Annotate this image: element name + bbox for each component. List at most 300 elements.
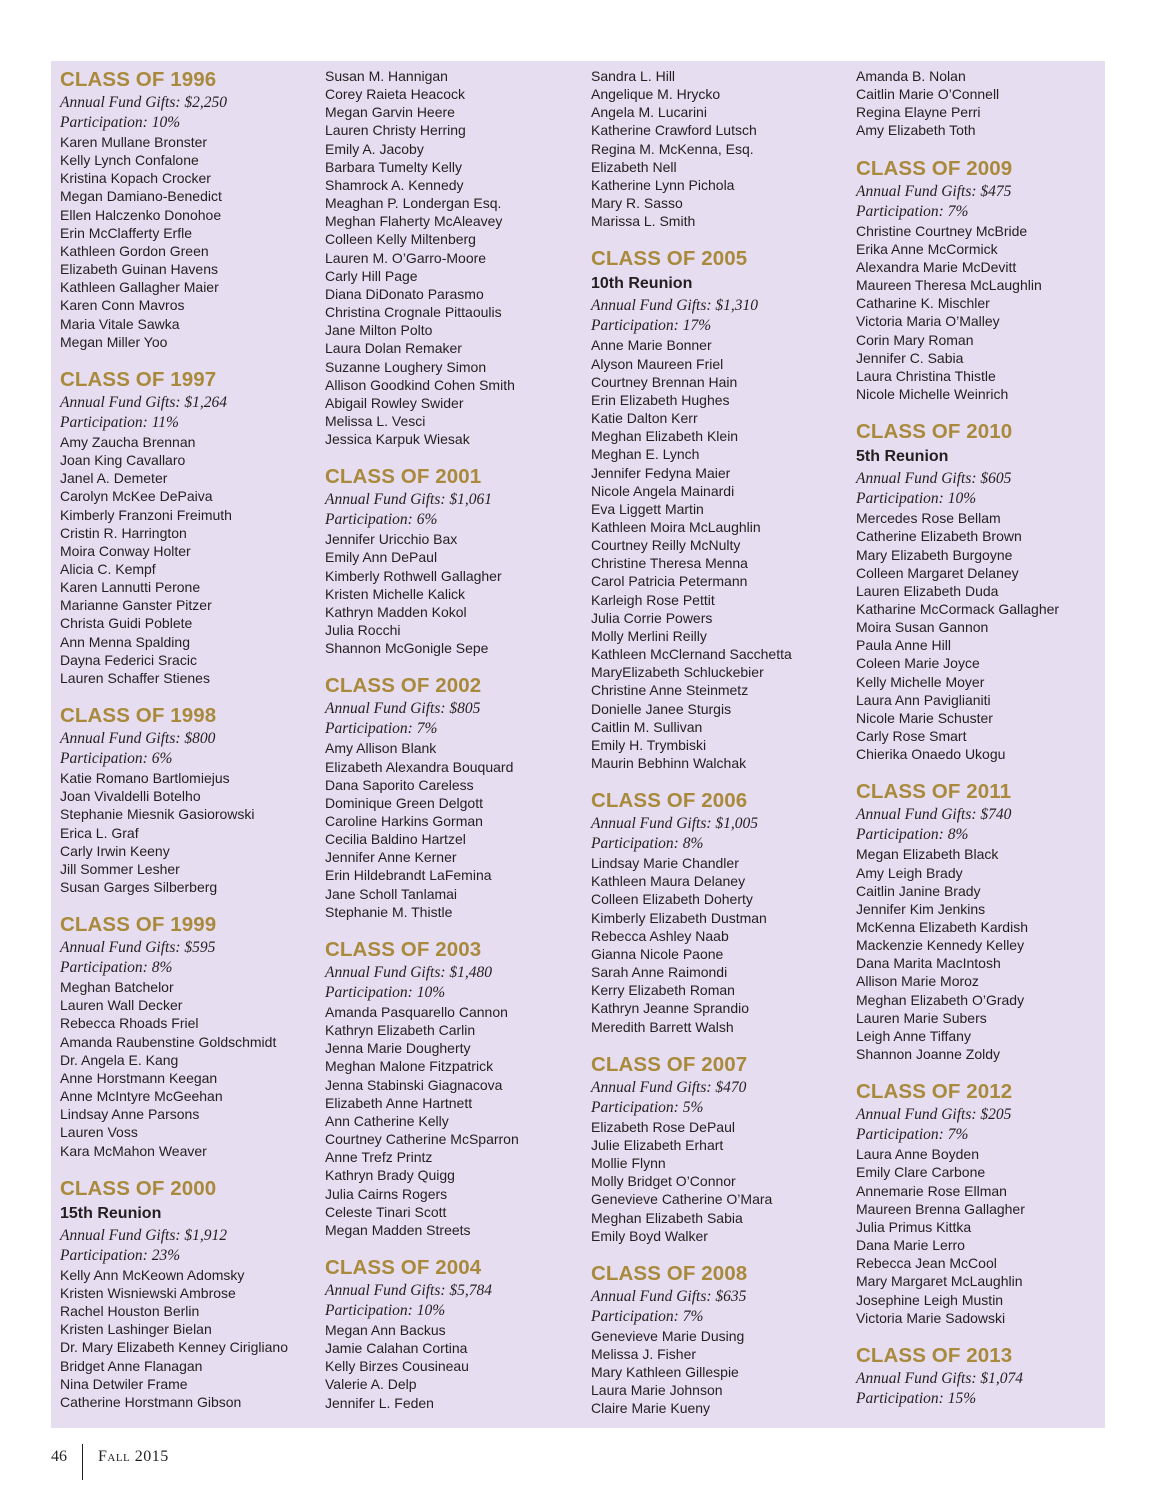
donor-name: Chierika Onaedo Ukogu xyxy=(856,746,1006,763)
donor-name-list xyxy=(856,67,1105,140)
participation-rate: Participation: 23% xyxy=(60,1246,181,1264)
donor-name: Laura Christina Thistle xyxy=(856,367,996,384)
donor-name: Catherine Elizabeth Brown xyxy=(856,528,1022,545)
class-section xyxy=(325,1255,583,1412)
donor-name: Bridget Anne Flanagan xyxy=(60,1357,203,1374)
donor-name: Colleen Elizabeth Doherty xyxy=(591,891,753,908)
donor-name: Nicole Marie Schuster xyxy=(856,709,993,726)
donor-name: Meghan Elizabeth O’Grady xyxy=(856,991,1025,1008)
donor-name: Kelly Ann McKeown Adomsky xyxy=(60,1266,245,1283)
donor-name: Allison Goodkind Cohen Smith xyxy=(325,376,515,393)
donor-name: Megan Garvin Heere xyxy=(325,104,455,121)
donor-name: Dana Marita MacIntosh xyxy=(856,955,1001,972)
annual-fund-gifts: Annual Fund Gifts: $5,784 xyxy=(325,1281,493,1299)
donor-name: Lauren Wall Decker xyxy=(60,997,183,1014)
class-heading: CLASS OF 1999 xyxy=(60,913,217,937)
donor-name: Kelly Michelle Moyer xyxy=(856,673,985,690)
donor-name-list xyxy=(60,769,318,896)
class-section-continued xyxy=(325,67,583,448)
donor-name: Corey Raieta Heacock xyxy=(325,86,466,103)
class-section xyxy=(856,419,1105,763)
donor-name: Elizabeth Anne Hartnett xyxy=(325,1094,473,1111)
donor-name: Courtney Reilly McNulty xyxy=(591,537,741,554)
donor-name: Dayna Federici Sracic xyxy=(60,651,197,668)
donor-name: Lauren Christy Herring xyxy=(325,122,466,139)
donor-name: Anne McIntyre McGeehan xyxy=(60,1088,223,1105)
donor-name: Meghan Elizabeth Klein xyxy=(591,428,739,445)
participation-rate: Participation: 6% xyxy=(325,511,438,529)
donor-name: Nicole Angela Mainardi xyxy=(591,482,735,499)
class-section-continued xyxy=(856,67,1105,140)
donor-name-list xyxy=(591,336,849,772)
participation-rate: Participation: 7% xyxy=(856,202,969,220)
donor-name: Jenna Marie Dougherty xyxy=(325,1040,471,1057)
class-heading: CLASS OF 2011 xyxy=(856,780,1012,804)
donor-name: Molly Merlini Reilly xyxy=(591,627,707,644)
donor-name: Ann Catherine Kelly xyxy=(325,1112,449,1129)
annual-fund-gifts: Annual Fund Gifts: $740 xyxy=(856,806,1012,824)
donor-name: Cristin R. Harrington xyxy=(60,524,187,541)
donor-name: Julia Cairns Rogers xyxy=(325,1185,448,1202)
donor-name: Kimberly Rothwell Gallagher xyxy=(325,567,502,584)
donor-name: Elizabeth Nell xyxy=(591,158,677,175)
donor-name: Amanda Pasquarello Cannon xyxy=(325,1003,508,1020)
class-section xyxy=(591,246,849,772)
class-section xyxy=(856,156,1105,404)
participation-rate: Participation: 10% xyxy=(325,1301,446,1319)
class-heading: CLASS OF 2009 xyxy=(856,156,1013,180)
donor-name: Sarah Anne Raimondi xyxy=(591,964,728,981)
donor-name: Lauren Marie Subers xyxy=(856,1009,987,1026)
donor-name: Kathleen Maura Delaney xyxy=(591,873,746,890)
donor-name: Caitlin Marie O’Connell xyxy=(856,86,1000,103)
donor-name: Gianna Nicole Paone xyxy=(591,945,724,962)
participation-rate: Participation: 15% xyxy=(856,1389,977,1407)
annual-fund-gifts: Annual Fund Gifts: $605 xyxy=(856,470,1012,488)
donor-name-list xyxy=(60,1266,318,1411)
donor-name: Emily H. Trymbiski xyxy=(591,736,707,753)
donor-name: Jane Milton Polto xyxy=(325,322,433,339)
donor-name: Rebecca Ashley Naab xyxy=(591,927,729,944)
donor-name: Erin McClafferty Erfle xyxy=(60,224,192,241)
donor-name: Alyson Maureen Friel xyxy=(591,355,724,372)
class-heading: CLASS OF 2006 xyxy=(591,789,748,813)
annual-fund-gifts: Annual Fund Gifts: $805 xyxy=(325,700,481,718)
donor-name: Elizabeth Alexandra Bouquard xyxy=(325,758,514,775)
donor-name: Megan Miller Yoo xyxy=(60,333,168,350)
column-4 xyxy=(856,67,1105,1425)
donor-name: Meghan E. Lynch xyxy=(591,446,700,463)
donor-name: Joan Vivaldelli Botelho xyxy=(60,788,201,805)
donor-name: Jennifer Kim Jenkins xyxy=(856,900,986,917)
donor-name: Victoria Maria O’Malley xyxy=(856,313,1000,330)
donor-name-list xyxy=(856,1145,1105,1327)
donor-name: Lauren Elizabeth Duda xyxy=(856,582,999,599)
annual-fund-gifts: Annual Fund Gifts: $1,264 xyxy=(60,393,228,411)
donor-name: Erika Anne McCormick xyxy=(856,240,998,257)
donor-name: Christina Crognale Pittaoulis xyxy=(325,304,502,321)
donor-name: Maureen Theresa McLaughlin xyxy=(856,277,1042,294)
donor-name: Amanda Raubenstine Goldschmidt xyxy=(60,1033,277,1050)
donor-name-list xyxy=(856,845,1105,1063)
donor-name: Lindsay Anne Parsons xyxy=(60,1106,200,1123)
donor-name: Maurin Bebhinn Walchak xyxy=(591,755,747,771)
donor-name: Abigail Rowley Swider xyxy=(325,394,464,411)
donor-name-list xyxy=(591,854,849,1036)
donor-name: Valerie A. Delp xyxy=(325,1376,417,1393)
donor-name: Mary Margaret McLaughlin xyxy=(856,1273,1023,1290)
class-section xyxy=(60,367,318,687)
donor-name: Jennifer Fedyna Maier xyxy=(591,464,731,481)
donor-name: Kristen Wisniewski Ambrose xyxy=(60,1284,236,1301)
class-section xyxy=(591,1261,849,1418)
donor-name: Annemarie Rose Ellman xyxy=(856,1182,1007,1199)
annual-fund-gifts: Annual Fund Gifts: $470 xyxy=(591,1078,747,1096)
participation-rate: Participation: 7% xyxy=(325,720,438,738)
donor-name: Erin Hildebrandt LaFemina xyxy=(325,867,492,884)
participation-rate: Participation: 10% xyxy=(60,114,181,131)
donor-name: Katie Romano Bartlomiejus xyxy=(60,770,230,787)
donor-name: Mary Kathleen Gillespie xyxy=(591,1364,739,1381)
donor-name: Kathryn Brady Quigg xyxy=(325,1167,455,1184)
class-section xyxy=(856,1079,1105,1327)
class-heading: CLASS OF 2001 xyxy=(325,465,482,489)
donor-name-list xyxy=(60,433,318,687)
donor-name: Kimberly Franzoni Freimuth xyxy=(60,506,232,523)
donor-name: Lauren M. O’Garro-Moore xyxy=(325,249,487,266)
donor-name-list xyxy=(591,67,849,230)
donor-name: Jessica Karpuk Wiesak xyxy=(325,431,470,448)
class-heading: CLASS OF 2008 xyxy=(591,1261,748,1285)
reunion-label: 10th Reunion xyxy=(591,275,693,293)
annual-fund-gifts: Annual Fund Gifts: $205 xyxy=(856,1106,1012,1124)
column-3 xyxy=(591,67,849,1428)
donor-name: Christine Anne Steinmetz xyxy=(591,682,749,699)
donor-name: Laura Ann Paviglianiti xyxy=(856,691,991,708)
class-heading: CLASS OF 2002 xyxy=(325,674,482,698)
donor-name: Diana DiDonato Parasmo xyxy=(325,285,484,302)
column-1 xyxy=(60,67,318,1427)
donor-name: Marianne Ganster Pitzer xyxy=(60,597,212,614)
donor-name: Jennifer Uricchio Bax xyxy=(325,531,458,548)
donor-name: Meghan Flaherty McAleavey xyxy=(325,213,503,230)
class-section xyxy=(325,673,583,921)
donor-name-list xyxy=(60,133,318,351)
donor-name: Carly Hill Page xyxy=(325,267,418,284)
donor-name: Caitlin Janine Brady xyxy=(856,882,981,899)
donor-name: Anne Trefz Printz xyxy=(325,1149,433,1166)
annual-fund-gifts: Annual Fund Gifts: $475 xyxy=(856,182,1012,200)
donor-name: Leigh Anne Tiffany xyxy=(856,1027,971,1044)
donor-name: Stephanie Miesnik Gasiorowski xyxy=(60,806,255,823)
class-section xyxy=(60,1176,318,1411)
class-heading: CLASS OF 2003 xyxy=(325,937,482,961)
donor-name: Katie Dalton Kerr xyxy=(591,410,698,427)
donor-name: Kelly Lynch Confalone xyxy=(60,152,199,169)
donor-name: Regina M. McKenna, Esq. xyxy=(591,140,754,157)
donor-name: Amanda B. Nolan xyxy=(856,68,966,84)
page-footer xyxy=(51,1444,451,1480)
donor-name: Victoria Marie Sadowski xyxy=(856,1309,1006,1326)
donor-name: Karleigh Rose Pettit xyxy=(591,591,715,608)
donor-name: Catherine Horstmann Gibson xyxy=(60,1393,242,1410)
annual-fund-gifts: Annual Fund Gifts: $2,250 xyxy=(60,94,228,111)
class-section xyxy=(325,464,583,657)
donor-name: Kathleen Gordon Green xyxy=(60,242,209,259)
donor-name: Katherine Crawford Lutsch xyxy=(591,122,757,139)
donor-name: Marissa L. Smith xyxy=(591,213,696,230)
class-section-continued xyxy=(591,67,849,230)
donor-name: Shannon McGonigle Sepe xyxy=(325,640,489,657)
class-section xyxy=(60,703,318,896)
donor-name: Christine Courtney McBride xyxy=(856,222,1028,239)
donor-name: Meaghan P. Londergan Esq. xyxy=(325,195,502,212)
donor-name: Kerry Elizabeth Roman xyxy=(591,982,735,999)
donor-name: Carly Irwin Keeny xyxy=(60,842,170,859)
donor-name-list xyxy=(856,509,1105,763)
donor-name: Joan King Cavallaro xyxy=(60,452,186,469)
donor-name-list xyxy=(856,222,1105,404)
donor-name: Corin Mary Roman xyxy=(856,331,974,348)
annual-fund-gifts: Annual Fund Gifts: $1,912 xyxy=(60,1226,228,1244)
donor-name: Ann Menna Spalding xyxy=(60,633,190,650)
donor-name: Genevieve Marie Dusing xyxy=(591,1327,745,1344)
donor-name: Janel A. Demeter xyxy=(60,470,168,487)
donor-name: Kimberly Elizabeth Dustman xyxy=(591,909,767,926)
class-section xyxy=(60,67,318,351)
donor-name: Karen Mullane Bronster xyxy=(60,134,208,150)
donor-name: Kathleen Gallagher Maier xyxy=(60,279,219,296)
donor-name: Karen Lannutti Perone xyxy=(60,579,201,596)
donor-name: Jamie Calahan Cortina xyxy=(325,1340,468,1357)
donor-name: Emily A. Jacoby xyxy=(325,140,424,157)
donor-name: Jenna Stabinski Giagnacova xyxy=(325,1076,503,1093)
donor-name-list xyxy=(325,1003,583,1239)
donor-name: Carolyn McKee DePaiva xyxy=(60,488,213,505)
donor-name: Rebecca Rhoads Friel xyxy=(60,1015,199,1032)
participation-rate: Participation: 8% xyxy=(856,826,969,844)
donor-name: Claire Marie Kueny xyxy=(591,1400,711,1417)
donor-name: Lauren Voss xyxy=(60,1124,138,1141)
footer-divider xyxy=(82,1444,83,1480)
participation-rate: Participation: 10% xyxy=(856,490,977,508)
donor-name: Megan Elizabeth Black xyxy=(856,846,999,863)
donor-name: Suzanne Loughery Simon xyxy=(325,358,487,375)
donor-name: Shamrock A. Kennedy xyxy=(325,176,464,193)
annual-fund-gifts: Annual Fund Gifts: $1,310 xyxy=(591,297,759,315)
donor-name: Courtney Catherine McSparron xyxy=(325,1131,519,1148)
donor-name: Molly Bridget O’Connor xyxy=(591,1173,736,1190)
donor-name: Susan Garges Silberberg xyxy=(60,879,218,895)
donor-name: Julia Primus Kittka xyxy=(856,1218,972,1235)
donor-name: Jill Sommer Lesher xyxy=(60,860,180,877)
donor-name: Kathleen McClernand Sacchetta xyxy=(591,646,792,663)
class-heading: CLASS OF 1996 xyxy=(60,68,217,91)
class-section xyxy=(60,912,318,1160)
class-heading: CLASS OF 2013 xyxy=(856,1343,1013,1367)
donor-name: Coleen Marie Joyce xyxy=(856,655,980,672)
donor-name: Stephanie M. Thistle xyxy=(325,903,453,920)
donor-name: Amy Leigh Brady xyxy=(856,864,963,881)
donor-name: Courtney Brennan Hain xyxy=(591,373,738,390)
donor-name: Anne Horstmann Keegan xyxy=(60,1069,218,1086)
donor-name: Lauren Schaffer Stienes xyxy=(60,669,210,686)
donor-name: Jane Scholl Tanlamai xyxy=(325,885,458,902)
class-heading: CLASS OF 2007 xyxy=(591,1052,748,1076)
reunion-label: 15th Reunion xyxy=(60,1204,162,1222)
donor-name: Donielle Janee Sturgis xyxy=(591,700,732,717)
donor-name: Megan Ann Backus xyxy=(325,1321,446,1338)
class-heading: CLASS OF 2000 xyxy=(60,1176,217,1200)
annual-fund-gifts: Annual Fund Gifts: $1,005 xyxy=(591,815,759,833)
donor-name: Meghan Elizabeth Sabia xyxy=(591,1209,743,1226)
annual-fund-gifts: Annual Fund Gifts: $1,061 xyxy=(325,491,493,509)
donor-name: Nina Detwiler Frame xyxy=(60,1375,188,1392)
donor-name: Alicia C. Kempf xyxy=(60,560,156,577)
class-heading: CLASS OF 1998 xyxy=(60,704,217,728)
annual-fund-gifts: Annual Fund Gifts: $635 xyxy=(591,1287,747,1305)
participation-rate: Participation: 7% xyxy=(591,1307,704,1325)
donor-name: Emily Ann DePaul xyxy=(325,549,438,566)
donor-name: Meredith Barrett Walsh xyxy=(591,1018,734,1035)
issue-label: Fall 2015 xyxy=(98,1448,169,1465)
donor-name: Nicole Michelle Weinrich xyxy=(856,386,1009,403)
donor-name: Colleen Margaret Delaney xyxy=(856,564,1019,581)
donor-name: Genevieve Catherine O’Mara xyxy=(591,1191,773,1208)
donor-name: Jennifer Anne Kerner xyxy=(325,849,457,866)
donor-name: Dana Saporito Careless xyxy=(325,776,474,793)
donor-name: Paula Anne Hill xyxy=(856,637,951,654)
donor-name: Kristen Michelle Kalick xyxy=(325,585,466,602)
donor-name-list xyxy=(325,67,583,448)
donor-name: Julia Corrie Powers xyxy=(591,609,713,626)
donor-name: Laura Marie Johnson xyxy=(591,1382,723,1399)
donor-name: Christine Theresa Menna xyxy=(591,555,748,572)
donor-name: Kelly Birzes Cousineau xyxy=(325,1358,469,1375)
donor-name: Rachel Houston Berlin xyxy=(60,1303,200,1320)
annual-fund-gifts: Annual Fund Gifts: $595 xyxy=(60,939,216,957)
participation-rate: Participation: 8% xyxy=(60,959,173,977)
donor-name: Kristina Kopach Crocker xyxy=(60,170,211,187)
donor-name: Dr. Mary Elizabeth Kenney Cirigliano xyxy=(60,1339,288,1356)
class-section xyxy=(591,1052,849,1245)
donor-name: Anne Marie Bonner xyxy=(591,337,712,354)
donor-name: Amy Elizabeth Toth xyxy=(856,122,976,139)
participation-rate: Participation: 11% xyxy=(60,413,179,431)
donor-name-list xyxy=(325,1321,583,1412)
donor-name: Julia Rocchi xyxy=(325,622,401,639)
donor-name: Erin Elizabeth Hughes xyxy=(591,391,730,408)
donor-name: Moira Susan Gannon xyxy=(856,619,989,636)
donor-name: Amy Zaucha Brennan xyxy=(60,433,196,450)
donor-name: Susan M. Hannigan xyxy=(325,68,448,84)
donor-name: Jennifer L. Feden xyxy=(325,1394,434,1411)
donor-name: MaryElizabeth Schluckebier xyxy=(591,664,764,681)
class-section xyxy=(856,1343,1105,1409)
donor-name: Sandra L. Hill xyxy=(591,68,676,84)
class-heading: CLASS OF 2005 xyxy=(591,247,748,271)
donor-name: Kristen Lashinger Bielan xyxy=(60,1321,212,1338)
donor-name: Rebecca Jean McCool xyxy=(856,1255,997,1272)
donor-name: Mackenzie Kennedy Kelley xyxy=(856,937,1025,954)
donor-name: Julie Elizabeth Erhart xyxy=(591,1136,724,1153)
donor-list-panel xyxy=(51,61,1105,1428)
donor-name: Barbara Tumelty Kelly xyxy=(325,158,462,175)
donor-name: Shannon Joanne Zoldy xyxy=(856,1046,1000,1063)
class-heading: CLASS OF 2004 xyxy=(325,1255,482,1279)
donor-name: Mary Elizabeth Burgoyne xyxy=(856,546,1013,563)
donor-name: Melissa L. Vesci xyxy=(325,412,426,429)
donor-name: Regina Elayne Perri xyxy=(856,104,981,121)
donor-name: McKenna Elizabeth Kardish xyxy=(856,919,1028,935)
class-heading: CLASS OF 2012 xyxy=(856,1080,1013,1104)
donor-name: Caitlin M. Sullivan xyxy=(591,718,703,735)
page-number: 46 xyxy=(51,1448,67,1465)
donor-name: Laura Dolan Remaker xyxy=(325,340,462,357)
donor-name: Moira Conway Holter xyxy=(60,542,191,559)
donor-name: Catharine K. Mischler xyxy=(856,295,990,312)
donor-name: Dana Marie Lerro xyxy=(856,1237,965,1254)
participation-rate: Participation: 7% xyxy=(856,1126,969,1144)
donor-name-list xyxy=(591,1327,849,1418)
donor-name-list xyxy=(325,530,583,657)
donor-name: Eva Liggett Martin xyxy=(591,500,704,517)
donor-name: Amy Allison Blank xyxy=(325,740,437,757)
donor-name: Maureen Brenna Gallagher xyxy=(856,1200,1025,1217)
donor-name: Laura Anne Boyden xyxy=(856,1146,979,1163)
donor-name: Kathleen Moira McLaughlin xyxy=(591,518,761,535)
donor-name: Kara McMahon Weaver xyxy=(60,1142,207,1159)
donor-name: Mollie Flynn xyxy=(591,1155,666,1172)
donor-name: Katharine McCormack Gallagher xyxy=(856,600,1060,617)
donor-name: Dr. Angela E. Kang xyxy=(60,1051,179,1068)
donor-name: Karen Conn Mavros xyxy=(60,297,185,314)
donor-name: Emily Boyd Walker xyxy=(591,1227,708,1244)
participation-rate: Participation: 10% xyxy=(325,983,446,1001)
annual-fund-gifts: Annual Fund Gifts: $1,480 xyxy=(325,963,493,981)
class-section xyxy=(856,779,1105,1063)
donor-name: Lindsay Marie Chandler xyxy=(591,855,739,872)
donor-name: Mary R. Sasso xyxy=(591,195,683,212)
donor-name: Megan Damiano-Benedict xyxy=(60,188,222,205)
donor-name: Josephine Leigh Mustin xyxy=(856,1291,1004,1308)
participation-rate: Participation: 6% xyxy=(60,750,173,768)
donor-name: Emily Clare Carbone xyxy=(856,1164,986,1181)
class-section xyxy=(591,788,849,1036)
participation-rate: Participation: 8% xyxy=(591,835,704,853)
donor-name: Elizabeth Guinan Havens xyxy=(60,261,218,278)
donor-name: Melissa J. Fisher xyxy=(591,1345,697,1362)
donor-name: Christa Guidi Poblete xyxy=(60,615,193,632)
annual-fund-gifts: Annual Fund Gifts: $1,074 xyxy=(856,1369,1024,1387)
donor-name: Colleen Kelly Miltenberg xyxy=(325,231,476,248)
class-heading: CLASS OF 2010 xyxy=(856,420,1013,444)
donor-name: Dominique Green Delgott xyxy=(325,794,483,811)
donor-name: Alexandra Marie McDevitt xyxy=(856,258,1017,275)
donor-name: Celeste Tinari Scott xyxy=(325,1203,447,1220)
donor-name: Angelique M. Hrycko xyxy=(591,86,721,103)
donor-name: Caroline Harkins Gorman xyxy=(325,813,483,829)
donor-name: Cecilia Baldino Hartzel xyxy=(325,831,466,848)
class-section xyxy=(325,937,583,1239)
donor-name: Kathryn Elizabeth Carlin xyxy=(325,1022,476,1039)
annual-fund-gifts: Annual Fund Gifts: $800 xyxy=(60,730,216,748)
donor-name: Meghan Batchelor xyxy=(60,979,174,996)
donor-name: Kathryn Jeanne Sprandio xyxy=(591,1000,749,1017)
donor-name: Jennifer C. Sabia xyxy=(856,349,964,366)
donor-name-list xyxy=(325,739,583,921)
donor-name-list xyxy=(591,1118,849,1245)
